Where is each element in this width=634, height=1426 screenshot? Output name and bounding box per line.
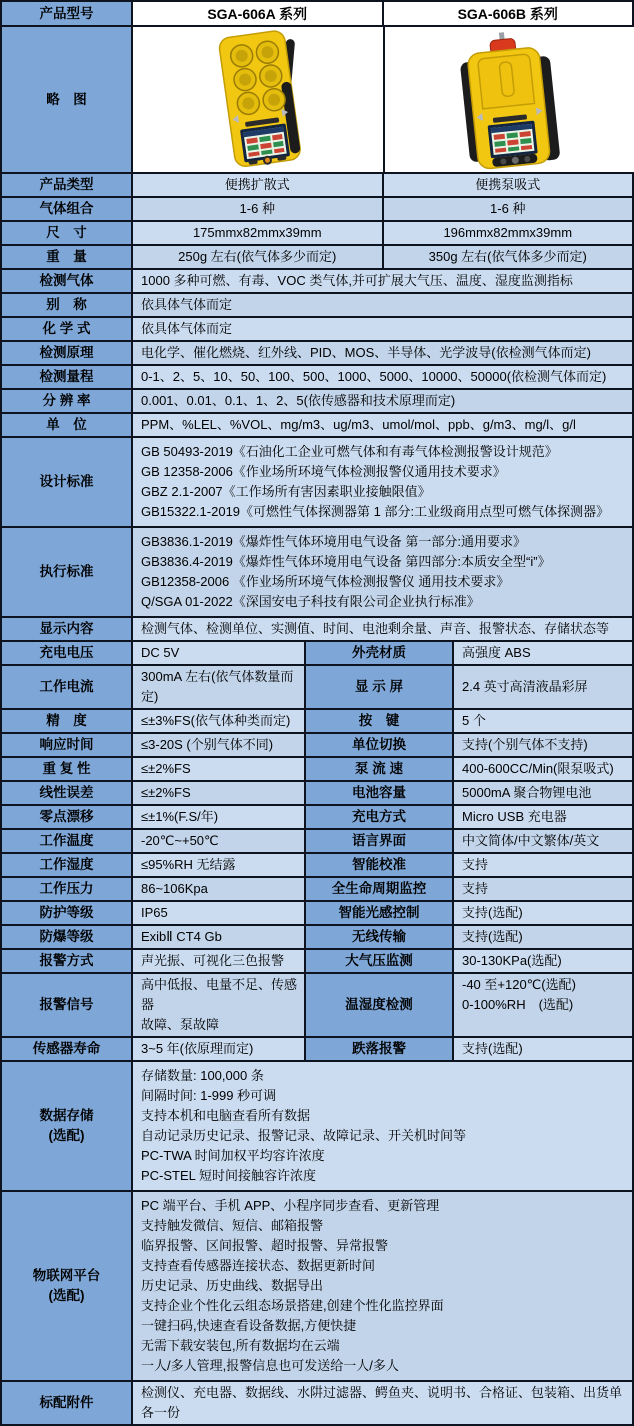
row-value-left: ≤±2%FS	[131, 758, 304, 780]
standard-line: Q/SGA 01-2022《深国安电子科技有限公司企业执行标准》	[141, 594, 480, 609]
table-row-chemical-formula	[2, 316, 632, 340]
gas-detector-diffusion-illustration	[133, 28, 383, 171]
table-row-sensor-life	[2, 1036, 632, 1060]
table-row-units	[2, 412, 632, 436]
value-b: 1-6 种	[382, 198, 633, 220]
row-label-left: 重 复 性	[2, 758, 131, 780]
row-value-right: 支持(选配)	[452, 926, 632, 948]
iot-feature-line: PC 端平台、手机 APP、小程序同步查看、更新管理	[141, 1198, 440, 1213]
row-value-right: 30-130KPa(选配)	[452, 950, 632, 972]
row-label-right: 语言界面	[304, 830, 452, 852]
row-label-right: 智能光感控制	[304, 902, 452, 924]
row-label-right: 智能校准	[304, 854, 452, 876]
table-row-detection-range	[2, 364, 632, 388]
data-storage-line: 支持本机和电脑查看所有数据	[141, 1108, 311, 1123]
row-label-left: 报警信号	[2, 974, 131, 1036]
iot-feature-line: 临界报警、区间报警、超时报警、异常报警	[141, 1238, 389, 1253]
temp-humidity-line: 0-100%RH (选配)	[462, 997, 574, 1012]
standard-line: GB3836.1-2019《爆炸性气体环境用电气设备 第一部分:通用要求》	[141, 534, 527, 549]
row-label: 单 位	[2, 414, 131, 436]
row-value-right: 高强度 ABS	[452, 642, 632, 664]
table-row-dimensions	[2, 220, 632, 244]
data-storage-line: 间隔时间: 1-999 秒可调	[141, 1088, 277, 1103]
table-row-design-standards	[2, 436, 632, 526]
row-value-right: 支持(选配)	[452, 1038, 632, 1060]
row-value-right: 中文简体/中文繁体/英文	[452, 830, 632, 852]
table-row-resolution	[2, 388, 632, 412]
row-label: 重 量	[2, 246, 131, 268]
data-storage-line: PC-TWA 时间加权平均容许浓度	[141, 1148, 325, 1163]
row-value-left: ExibⅡ CT4 Gb	[131, 926, 304, 948]
row-value-left: ≤3-20S (个别气体不同)	[131, 734, 304, 756]
row-label: 物联网平台 (选配)	[2, 1192, 131, 1380]
table-row-data-storage	[2, 1060, 632, 1190]
iot-feature-line: 一键扫码,快速查看设备数据,方便快捷	[141, 1318, 357, 1333]
row-label-right: 大气压监测	[304, 950, 452, 972]
row-label: 数据存储 (选配)	[2, 1062, 131, 1190]
row-value-left: ≤±3%FS(依气体种类而定)	[131, 710, 304, 732]
table-row-iot-platform	[2, 1190, 632, 1380]
table-row-working-temperature	[2, 828, 632, 852]
table-row-repeatability	[2, 756, 632, 780]
row-value-left	[131, 974, 304, 1036]
row-label-left: 零点漂移	[2, 806, 131, 828]
row-label-left: 防爆等级	[2, 926, 131, 948]
row-label-left: 传感器寿命	[2, 1038, 131, 1060]
row-value-left: -20℃~+50℃	[131, 830, 304, 852]
iot-feature-line: 支持触发微信、短信、邮箱报警	[141, 1218, 324, 1233]
row-label-left: 工作湿度	[2, 854, 131, 876]
sketch-label: 略 图	[2, 27, 131, 172]
value-b: 196mmx82mmx39mm	[382, 222, 633, 244]
table-row-exec-standards	[2, 526, 632, 616]
row-label: 显示内容	[2, 618, 131, 640]
standard-line: GB12358-2006 《作业场所环境气体检测报警仪 通用技术要求》	[141, 574, 510, 589]
standard-line: GB15322.1-2019《可燃性气体探测器第 1 部分:工业级商用点型可燃气体探测器》	[141, 504, 610, 519]
value-b: 便携泵吸式	[382, 174, 633, 196]
row-value-right: Micro USB 充电器	[452, 806, 632, 828]
row-label: 检测量程	[2, 366, 131, 388]
row-value: 依具体气体而定	[131, 294, 632, 316]
row-label-right: 泵 流 速	[304, 758, 452, 780]
row-value-left: ≤±1%(F.S/年)	[131, 806, 304, 828]
row-label: 气体组合	[2, 198, 131, 220]
table-row-detection-principle	[2, 340, 632, 364]
row-label-left: 响应时间	[2, 734, 131, 756]
row-label-right: 充电方式	[304, 806, 452, 828]
row-label: 标配附件	[2, 1382, 131, 1424]
row-value-right	[452, 974, 632, 1036]
table-row-alias	[2, 292, 632, 316]
row-value-left: 声光振、可视化三色报警	[131, 950, 304, 972]
row-label-right: 按 键	[304, 710, 452, 732]
row-label-left: 精 度	[2, 710, 131, 732]
row-label: 化 学 式	[2, 318, 131, 340]
table-row-alarm-mode	[2, 948, 632, 972]
table-row-weight	[2, 244, 632, 268]
table-row-accuracy	[2, 708, 632, 732]
alarm-signal-line: 高中低报、电量不足、传感器	[141, 977, 298, 1012]
row-label-left: 工作温度	[2, 830, 131, 852]
iot-platform-list	[131, 1192, 632, 1380]
iot-feature-line: 支持企业个性化云组态场景搭建,创建个性化监控界面	[141, 1298, 444, 1313]
row-label: 设计标准	[2, 438, 131, 526]
row-value-left: DC 5V	[131, 642, 304, 664]
model-a-header: SGA-606A 系列	[131, 2, 382, 25]
data-storage-line: PC-STEL 短时间接触容许浓度	[141, 1168, 317, 1183]
row-value-right: 2.4 英寸高清液晶彩屏	[452, 666, 632, 708]
row-value-left: ≤±2%FS	[131, 782, 304, 804]
row-value: 检测仪、充电器、数据线、水阱过滤器、鳄鱼夹、说明书、合格证、包装箱、出货单各一份	[131, 1382, 632, 1424]
value-a: 250g 左右(依气体多少而定)	[131, 246, 382, 268]
row-label-right: 电池容量	[304, 782, 452, 804]
row-value: 检测气体、检测单位、实测值、时间、电池剩余量、声音、报警状态、存储状态等	[131, 618, 632, 640]
row-value-left: ≤95%RH 无结露	[131, 854, 304, 876]
row-value-right: 5 个	[452, 710, 632, 732]
iot-feature-line: 历史记录、历史曲线、数据导出	[141, 1278, 324, 1293]
standard-line: GB3836.4-2019《爆炸性气体环境用电气设备 第四部分:本质安全型“i”》	[141, 554, 551, 569]
table-row-display-content	[2, 616, 632, 640]
row-label: 检测原理	[2, 342, 131, 364]
value-b: 350g 左右(依气体多少而定)	[382, 246, 633, 268]
row-value: 1000 多种可燃、有毒、VOC 类气体,并可扩展大气压、温度、湿度监测指标	[131, 270, 632, 292]
table-row-working-current	[2, 664, 632, 708]
row-value: 0-1、2、5、10、50、100、500、1000、5000、10000、50000(依检测气体而定)	[131, 366, 632, 388]
row-label-left: 工作压力	[2, 878, 131, 900]
table-row-working-humidity	[2, 852, 632, 876]
row-label-left: 工作电流	[2, 666, 131, 708]
row-value: PPM、%LEL、%VOL、mg/m3、ug/m3、umol/mol、ppb、g/m3、mg/l、g/l	[131, 414, 632, 436]
row-label-right: 显 示 屏	[304, 666, 452, 708]
data-storage-line: 自动记录历史记录、报警记录、故障记录、开关机时间等	[141, 1128, 467, 1143]
row-value: 电化学、催化燃烧、红外线、PID、MOS、半导体、光学波导(依检测气体而定)	[131, 342, 632, 364]
row-label: 执行标准	[2, 528, 131, 616]
data-storage-list	[131, 1062, 632, 1190]
sketch-row	[2, 25, 632, 172]
row-value-right: 支持	[452, 854, 632, 876]
standard-line: GBZ 2.1-2007《工作场所有害因素职业接触限值》	[141, 484, 431, 499]
row-label-right: 无线传输	[304, 926, 452, 948]
temp-humidity-line: -40 至+120℃(选配)	[462, 977, 576, 992]
row-label-left: 防护等级	[2, 902, 131, 924]
row-label: 别 称	[2, 294, 131, 316]
row-label-right: 单位切换	[304, 734, 452, 756]
row-value-right: 5000mA 聚合物锂电池	[452, 782, 632, 804]
row-label-right: 全生命周期监控	[304, 878, 452, 900]
row-label-right: 外壳材质	[304, 642, 452, 664]
row-label-left: 充电电压	[2, 642, 131, 664]
row-label-right: 温湿度检测	[304, 974, 452, 1036]
data-storage-line: 存储数量: 100,000 条	[141, 1068, 264, 1083]
design-standards-list	[131, 438, 632, 526]
value-a: 175mmx82mmx39mm	[131, 222, 382, 244]
row-value-right: 400-600CC/Min(限泵吸式)	[452, 758, 632, 780]
row-value-right: 支持	[452, 878, 632, 900]
row-value-right: 支持(选配)	[452, 902, 632, 924]
table-row-accessories	[2, 1380, 632, 1424]
gas-detector-pump-illustration	[385, 28, 634, 171]
device-b-image	[383, 27, 634, 172]
header-label: 产品型号	[2, 2, 131, 25]
table-row-protection-rating	[2, 900, 632, 924]
value-a: 1-6 种	[131, 198, 382, 220]
row-label: 分 辨 率	[2, 390, 131, 412]
header-row	[2, 2, 632, 25]
table-row-working-pressure	[2, 876, 632, 900]
table-row-gas-combination	[2, 196, 632, 220]
table-row-response-time	[2, 732, 632, 756]
row-label-right: 跌落报警	[304, 1038, 452, 1060]
row-value-left: 3~5 年(依原理而定)	[131, 1038, 304, 1060]
iot-feature-line: 一人/多人管理,报警信息也可发送给一人/多人	[141, 1358, 399, 1373]
row-label-left: 线性误差	[2, 782, 131, 804]
iot-feature-line: 无需下载安装包,所有数据均在云端	[141, 1338, 340, 1353]
standard-line: GB 50493-2019《石油化工企业可燃气体和有毒气体检测报警设计规范》	[141, 444, 558, 459]
table-row-product-type	[2, 172, 632, 196]
row-value-left: IP65	[131, 902, 304, 924]
row-label: 产品类型	[2, 174, 131, 196]
row-value: 依具体气体而定	[131, 318, 632, 340]
row-value-left: 300mA 左右(依气体数量而定)	[131, 666, 304, 708]
row-value-right: 支持(个别气体不支持)	[452, 734, 632, 756]
row-label: 尺 寸	[2, 222, 131, 244]
alarm-signal-line: 故障、泵故障	[141, 1017, 220, 1032]
table-row-explosion-proof-rating	[2, 924, 632, 948]
row-label-left: 报警方式	[2, 950, 131, 972]
exec-standards-list	[131, 528, 632, 616]
table-row-linearity-error	[2, 780, 632, 804]
device-a-image	[131, 27, 383, 172]
model-b-header: SGA-606B 系列	[382, 2, 633, 25]
table-row-zero-drift	[2, 804, 632, 828]
iot-feature-line: 支持查看传感器连接状态、数据更新时间	[141, 1258, 376, 1273]
table-row-alarm-signal	[2, 972, 632, 1036]
table-row-detected-gases	[2, 268, 632, 292]
value-a: 便携扩散式	[131, 174, 382, 196]
row-label: 检测气体	[2, 270, 131, 292]
row-value: 0.001、0.01、0.1、1、2、5(依传感器和技术原理而定)	[131, 390, 632, 412]
row-value-left: 86~106Kpa	[131, 878, 304, 900]
standard-line: GB 12358-2006《作业场所环境气体检测报警仪通用技术要求》	[141, 464, 506, 479]
table-row-charge-voltage	[2, 640, 632, 664]
